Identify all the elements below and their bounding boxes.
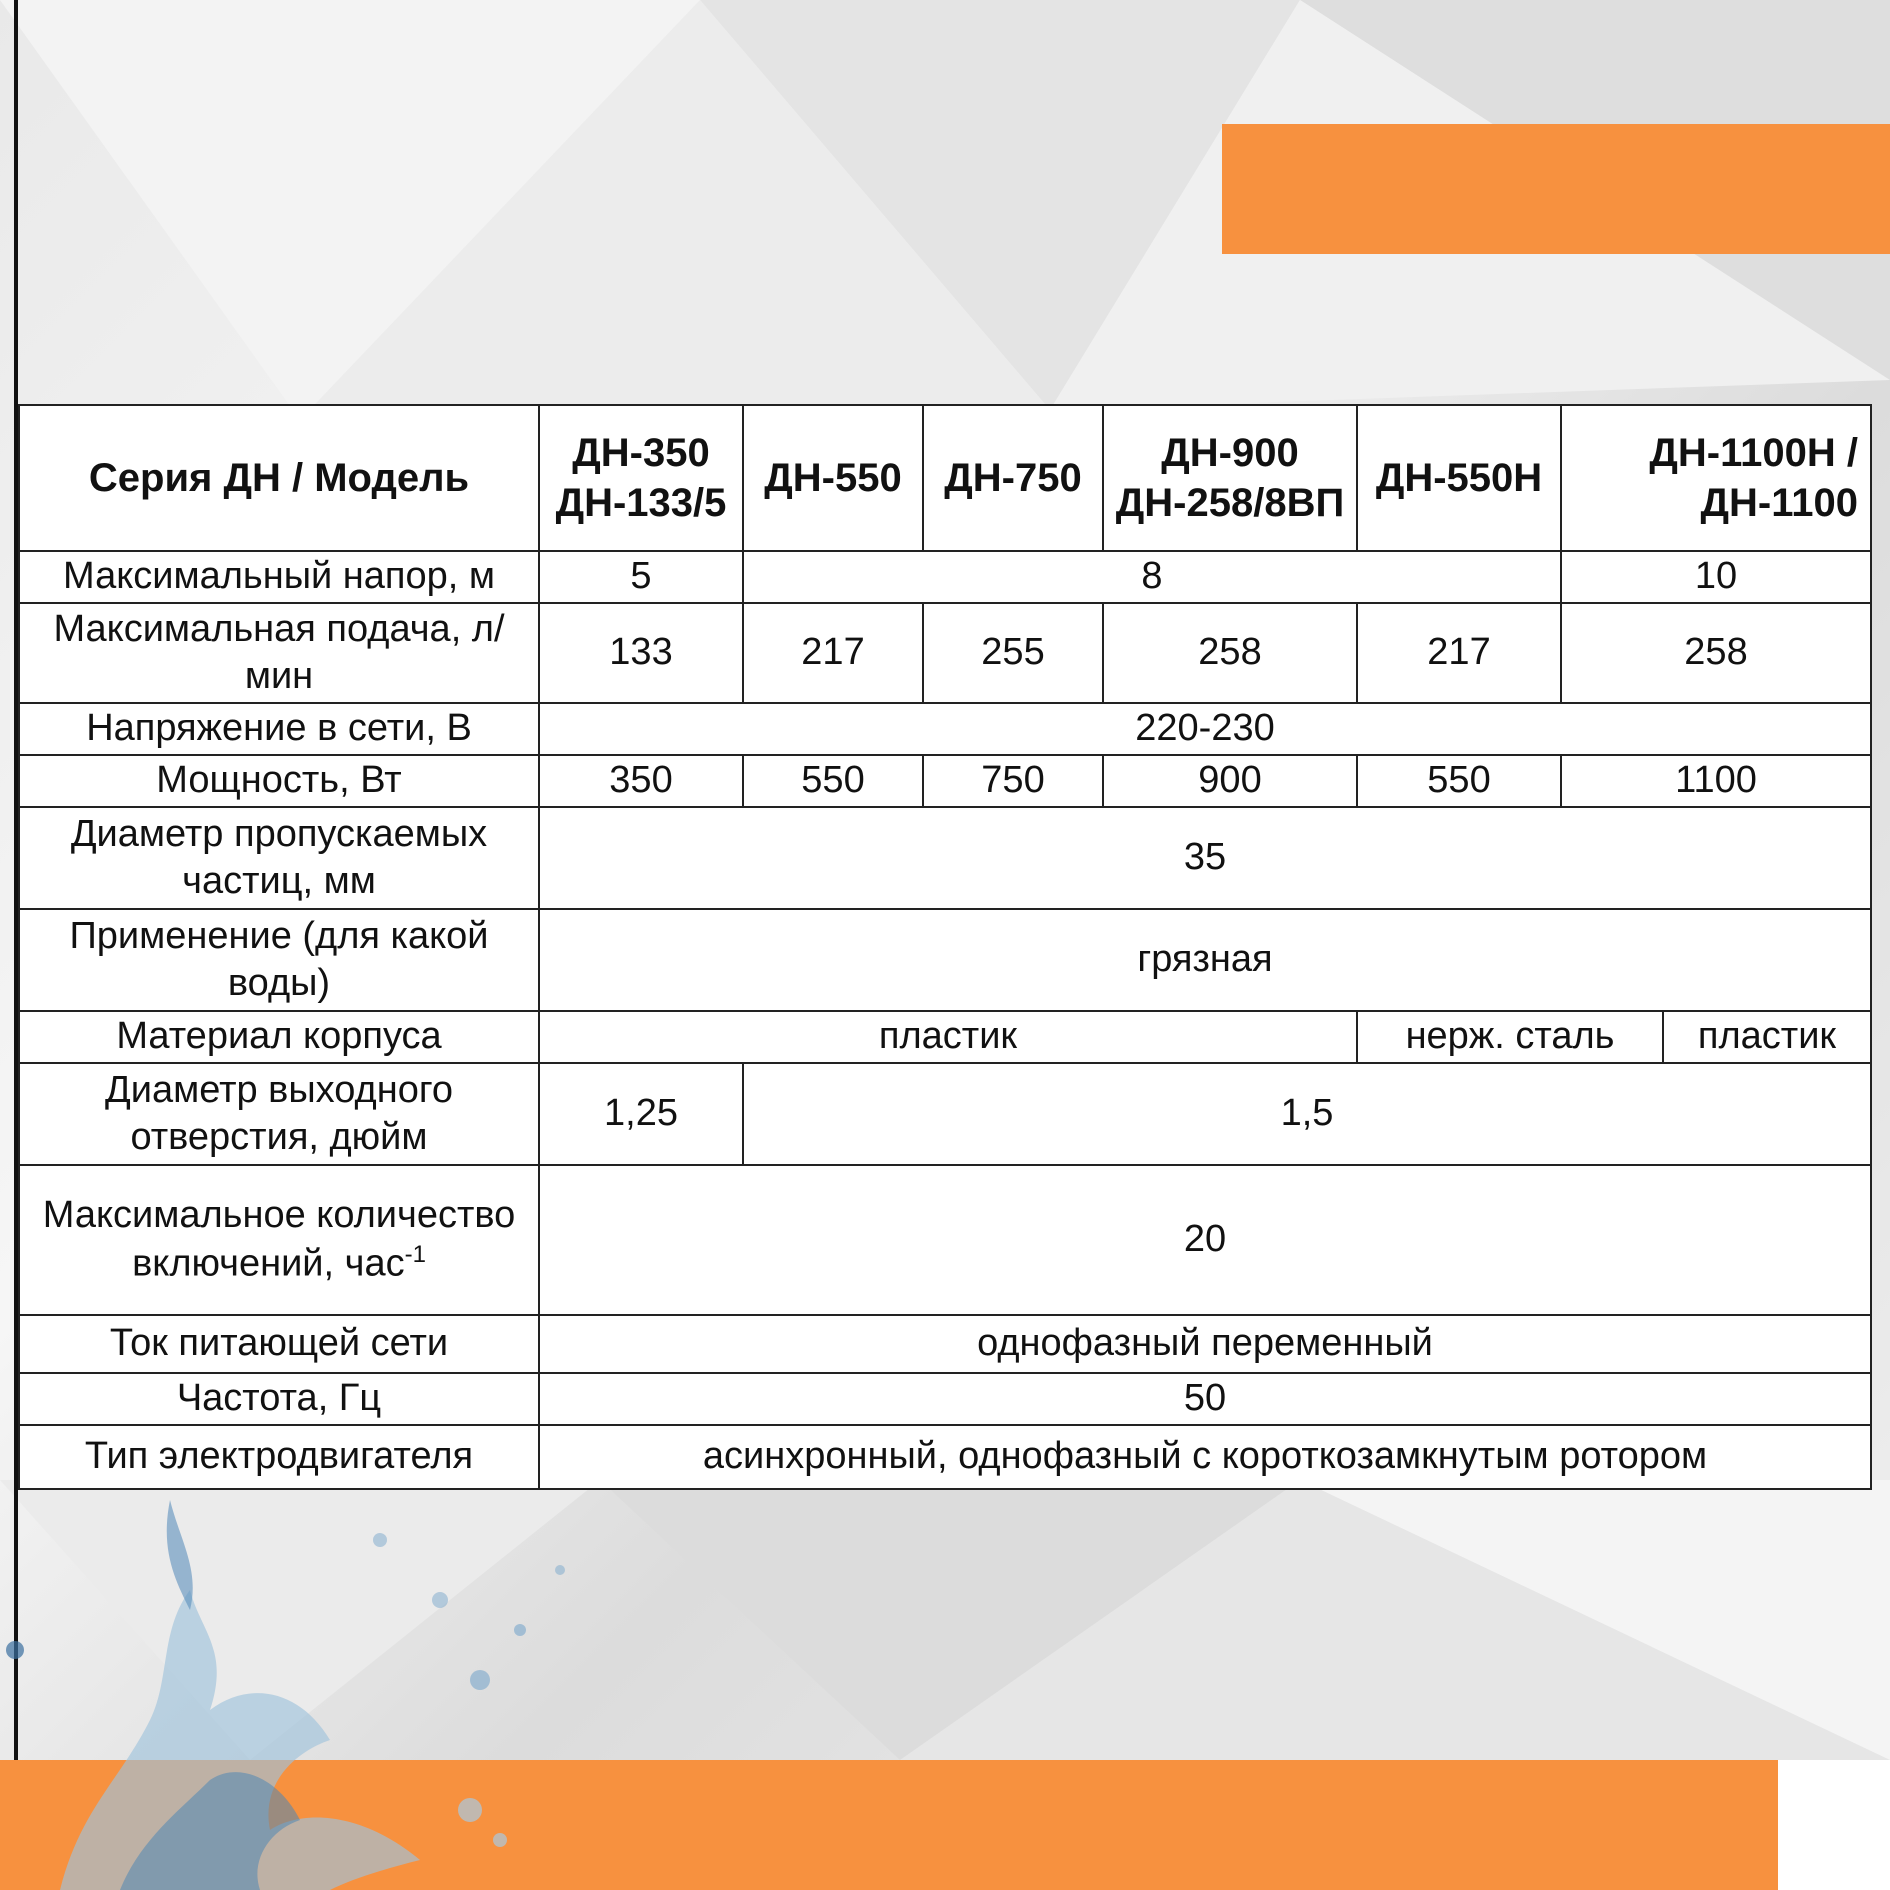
table-row [19, 807, 1871, 909]
table-row [19, 703, 1871, 755]
cell-application: грязная [539, 909, 1871, 1011]
cell-max-flow: 258 [1103, 603, 1357, 703]
cell-body-material: пластик [539, 1011, 1357, 1063]
table-row [19, 1315, 1871, 1373]
row-label-supply-current: Ток питающей сети [19, 1315, 539, 1373]
cell-power: 1100 [1561, 755, 1871, 807]
header-model-dn750: ДН-750 [923, 405, 1103, 551]
specifications-table [18, 404, 1872, 1490]
footer-end-block [1778, 1760, 1890, 1890]
row-label-outlet-diameter: Диаметр выходного отверстия, дюйм [19, 1063, 539, 1165]
header-model-dn350: ДН-350 ДН-133/5 [539, 405, 743, 551]
cell-body-material: пластик [1663, 1011, 1871, 1063]
cell-max-flow: 217 [1357, 603, 1561, 703]
table-row [19, 1063, 1871, 1165]
row-label-application: Применение (для какой воды) [19, 909, 539, 1011]
cell-max-head: 10 [1561, 551, 1871, 603]
cell-voltage: 220-230 [539, 703, 1871, 755]
cell-outlet-diameter: 1,25 [539, 1063, 743, 1165]
cell-power: 550 [743, 755, 923, 807]
row-label-body-material: Материал корпуса [19, 1011, 539, 1063]
table-header-row [19, 405, 1871, 551]
cell-particle-diameter: 35 [539, 807, 1871, 909]
cell-outlet-diameter: 1,5 [743, 1063, 1871, 1165]
row-label-motor-type: Тип электродвигателя [19, 1425, 539, 1489]
top-orange-banner [1222, 124, 1890, 254]
table-row [19, 551, 1871, 603]
header-model-dn550n: ДН-550Н [1357, 405, 1561, 551]
cell-max-flow: 255 [923, 603, 1103, 703]
cell-max-head: 8 [743, 551, 1561, 603]
cell-supply-current: однофазный переменный [539, 1315, 1871, 1373]
cell-power: 750 [923, 755, 1103, 807]
row-label-frequency: Частота, Гц [19, 1373, 539, 1425]
row-label-particle-diameter: Диаметр пропускаемых частиц, мм [19, 807, 539, 909]
cell-motor-type: асинхронный, однофазный с короткозамкнутым ротором [539, 1425, 1871, 1489]
table-row [19, 603, 1871, 703]
cell-max-flow: 258 [1561, 603, 1871, 703]
water-splash-image [0, 1480, 600, 1890]
table-row [19, 1373, 1871, 1425]
row-label-voltage: Напряжение в сети, В [19, 703, 539, 755]
cell-body-material: нерж. сталь [1357, 1011, 1663, 1063]
cell-frequency: 50 [539, 1373, 1871, 1425]
row-label-power: Мощность, Вт [19, 755, 539, 807]
header-model-dn900: ДН-900 ДН-258/8ВП [1103, 405, 1357, 551]
cell-power: 350 [539, 755, 743, 807]
table-row [19, 755, 1871, 807]
header-model-dn550: ДН-550 [743, 405, 923, 551]
row-label-max-starts: Максимальное количество включений, час$^{-1}$ [19, 1165, 539, 1315]
cell-max-flow: 217 [743, 603, 923, 703]
cell-max-head: 5 [539, 551, 743, 603]
row-label-max-head: Максимальный напор, м [19, 551, 539, 603]
table-row [19, 1011, 1871, 1063]
row-label-max-flow: Максимальная подача, л/мин [19, 603, 539, 703]
table-row [19, 909, 1871, 1011]
cell-max-flow: 133 [539, 603, 743, 703]
cell-power: 550 [1357, 755, 1561, 807]
cell-max-starts: 20 [539, 1165, 1871, 1315]
superscript-minus-one: -1 [404, 1240, 426, 1268]
header-series-model: Серия ДН / Модель [19, 405, 539, 551]
cell-power: 900 [1103, 755, 1357, 807]
header-model-dn1100n: ДН-1100Н / ДН-1100 [1561, 405, 1871, 551]
table-row [19, 1165, 1871, 1315]
table-row [19, 1425, 1871, 1489]
